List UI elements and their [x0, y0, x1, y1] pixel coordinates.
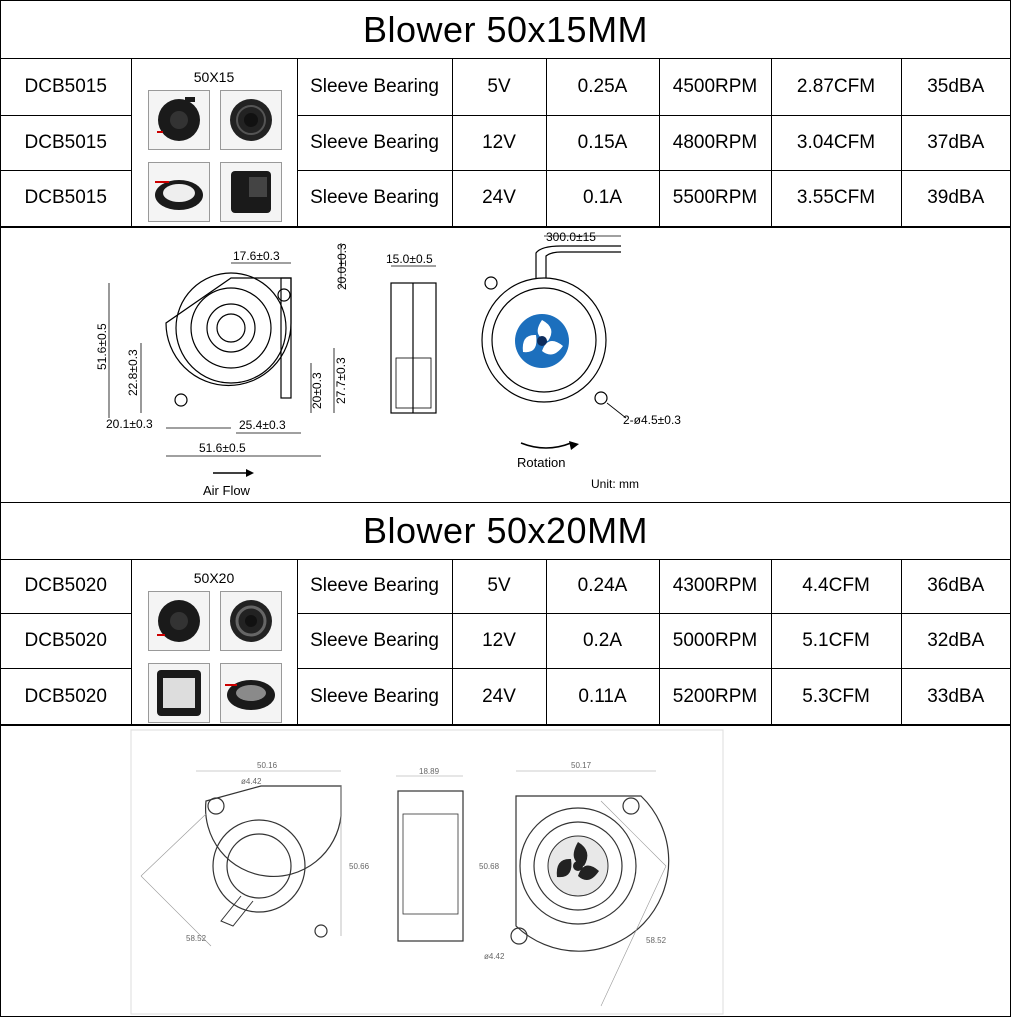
airflow-cell: 3.55CFM: [771, 170, 901, 226]
current-cell: 0.24A: [546, 560, 659, 614]
dim-label: 20.1±0.3: [106, 416, 153, 431]
photo-label: 50X20: [193, 569, 235, 586]
model-cell: DCB5020: [1, 614, 131, 669]
dim-label: ø4.42: [484, 952, 505, 961]
product-photos: [131, 59, 297, 226]
dim-label: 50.68: [479, 862, 500, 871]
dim-label: 27.7±0.3: [334, 356, 348, 404]
spec-table: [1, 560, 1010, 726]
dim-label: ø4.42: [241, 777, 262, 786]
fan-photo: [148, 162, 210, 222]
noise-cell: 35dBA: [901, 59, 1010, 115]
dim-label: 22.8±0.3: [126, 348, 140, 396]
dimension-drawing: [1, 227, 1010, 503]
fan-photo: [220, 162, 282, 222]
fan-photo: [220, 591, 282, 651]
speed-cell: 5200RPM: [659, 669, 771, 725]
section-title: Blower 50x20MM: [362, 509, 649, 551]
voltage-cell: 12V: [452, 614, 546, 669]
dimension-drawing: [1, 725, 1010, 1016]
dim-label: 20.0±0.3: [335, 242, 349, 290]
current-cell: 0.11A: [546, 669, 659, 725]
noise-cell: 33dBA: [901, 669, 1010, 725]
airflow-cell: 5.3CFM: [771, 669, 901, 725]
dim-label: 25.4±0.3: [239, 417, 286, 432]
section-title-row: [1, 503, 1010, 560]
technical-drawing-50x20: [1, 726, 1010, 1016]
current-cell: 0.2A: [546, 614, 659, 669]
bearing-cell: Sleeve Bearing: [297, 115, 452, 170]
speed-cell: 4300RPM: [659, 560, 771, 614]
spec-table: [1, 59, 1010, 227]
table-row: [1, 560, 1010, 614]
technical-drawing-50x15: [1, 228, 1010, 502]
noise-cell: 32dBA: [901, 614, 1010, 669]
voltage-cell: 12V: [452, 115, 546, 170]
speed-cell: 4500RPM: [659, 59, 771, 115]
bearing-cell: Sleeve Bearing: [297, 170, 452, 226]
airflow-cell: 2.87CFM: [771, 59, 901, 115]
voltage-cell: 5V: [452, 59, 546, 115]
dim-label: 17.6±0.3: [233, 248, 280, 263]
section-title: Blower 50x15MM: [362, 8, 649, 50]
noise-cell: 36dBA: [901, 560, 1010, 614]
fan-photo: [148, 591, 210, 651]
fan-photo: [220, 90, 282, 150]
dim-label: 50.66: [349, 862, 370, 871]
dim-label: 2-ø4.5±0.3: [623, 412, 681, 427]
bearing-cell: Sleeve Bearing: [297, 669, 452, 725]
model-cell: DCB5015: [1, 115, 131, 170]
dim-label: 15.0±0.5: [386, 251, 433, 266]
dim-label: 18.89: [419, 767, 440, 776]
section-title-row: [1, 1, 1010, 59]
speed-cell: 5000RPM: [659, 614, 771, 669]
model-cell: DCB5020: [1, 669, 131, 725]
product-photos: [131, 560, 297, 725]
voltage-cell: 5V: [452, 560, 546, 614]
photo-label: 50X15: [193, 69, 235, 85]
airflow-cell: 5.1CFM: [771, 614, 901, 669]
current-cell: 0.1A: [546, 170, 659, 226]
dim-label: 58.52: [646, 936, 667, 945]
unit-label: Unit: mm: [591, 476, 639, 491]
airflow-cell: 4.4CFM: [771, 560, 901, 614]
model-cell: DCB5015: [1, 59, 131, 115]
airflow-cell: 3.04CFM: [771, 115, 901, 170]
current-cell: 0.15A: [546, 115, 659, 170]
noise-cell: 37dBA: [901, 115, 1010, 170]
model-cell: DCB5015: [1, 170, 131, 226]
noise-cell: 39dBA: [901, 170, 1010, 226]
dim-label: 51.6±0.5: [199, 440, 246, 455]
bearing-cell: Sleeve Bearing: [297, 560, 452, 614]
rotation-label: Rotation: [517, 454, 566, 470]
dim-label: 50.17: [571, 761, 592, 770]
speed-cell: 5500RPM: [659, 170, 771, 226]
model-cell: DCB5020: [1, 560, 131, 614]
fan-photo: [148, 90, 210, 150]
speed-cell: 4800RPM: [659, 115, 771, 170]
dim-label: 300.0±15: [546, 229, 596, 244]
fan-photo: [148, 663, 210, 723]
voltage-cell: 24V: [452, 170, 546, 226]
rotation-arrow-icon: [569, 441, 579, 450]
fan-photo: [220, 663, 282, 723]
dim-label: 51.6±0.5: [95, 322, 109, 370]
dim-label: 50.16: [257, 761, 278, 770]
voltage-cell: 24V: [452, 669, 546, 725]
bearing-cell: Sleeve Bearing: [297, 59, 452, 115]
table-row: [1, 59, 1010, 115]
dim-label: 58.52: [186, 934, 207, 943]
bearing-cell: Sleeve Bearing: [297, 614, 452, 669]
air-flow-label: Air Flow: [203, 482, 250, 498]
current-cell: 0.25A: [546, 59, 659, 115]
dim-label: 20±0.3: [310, 371, 324, 409]
